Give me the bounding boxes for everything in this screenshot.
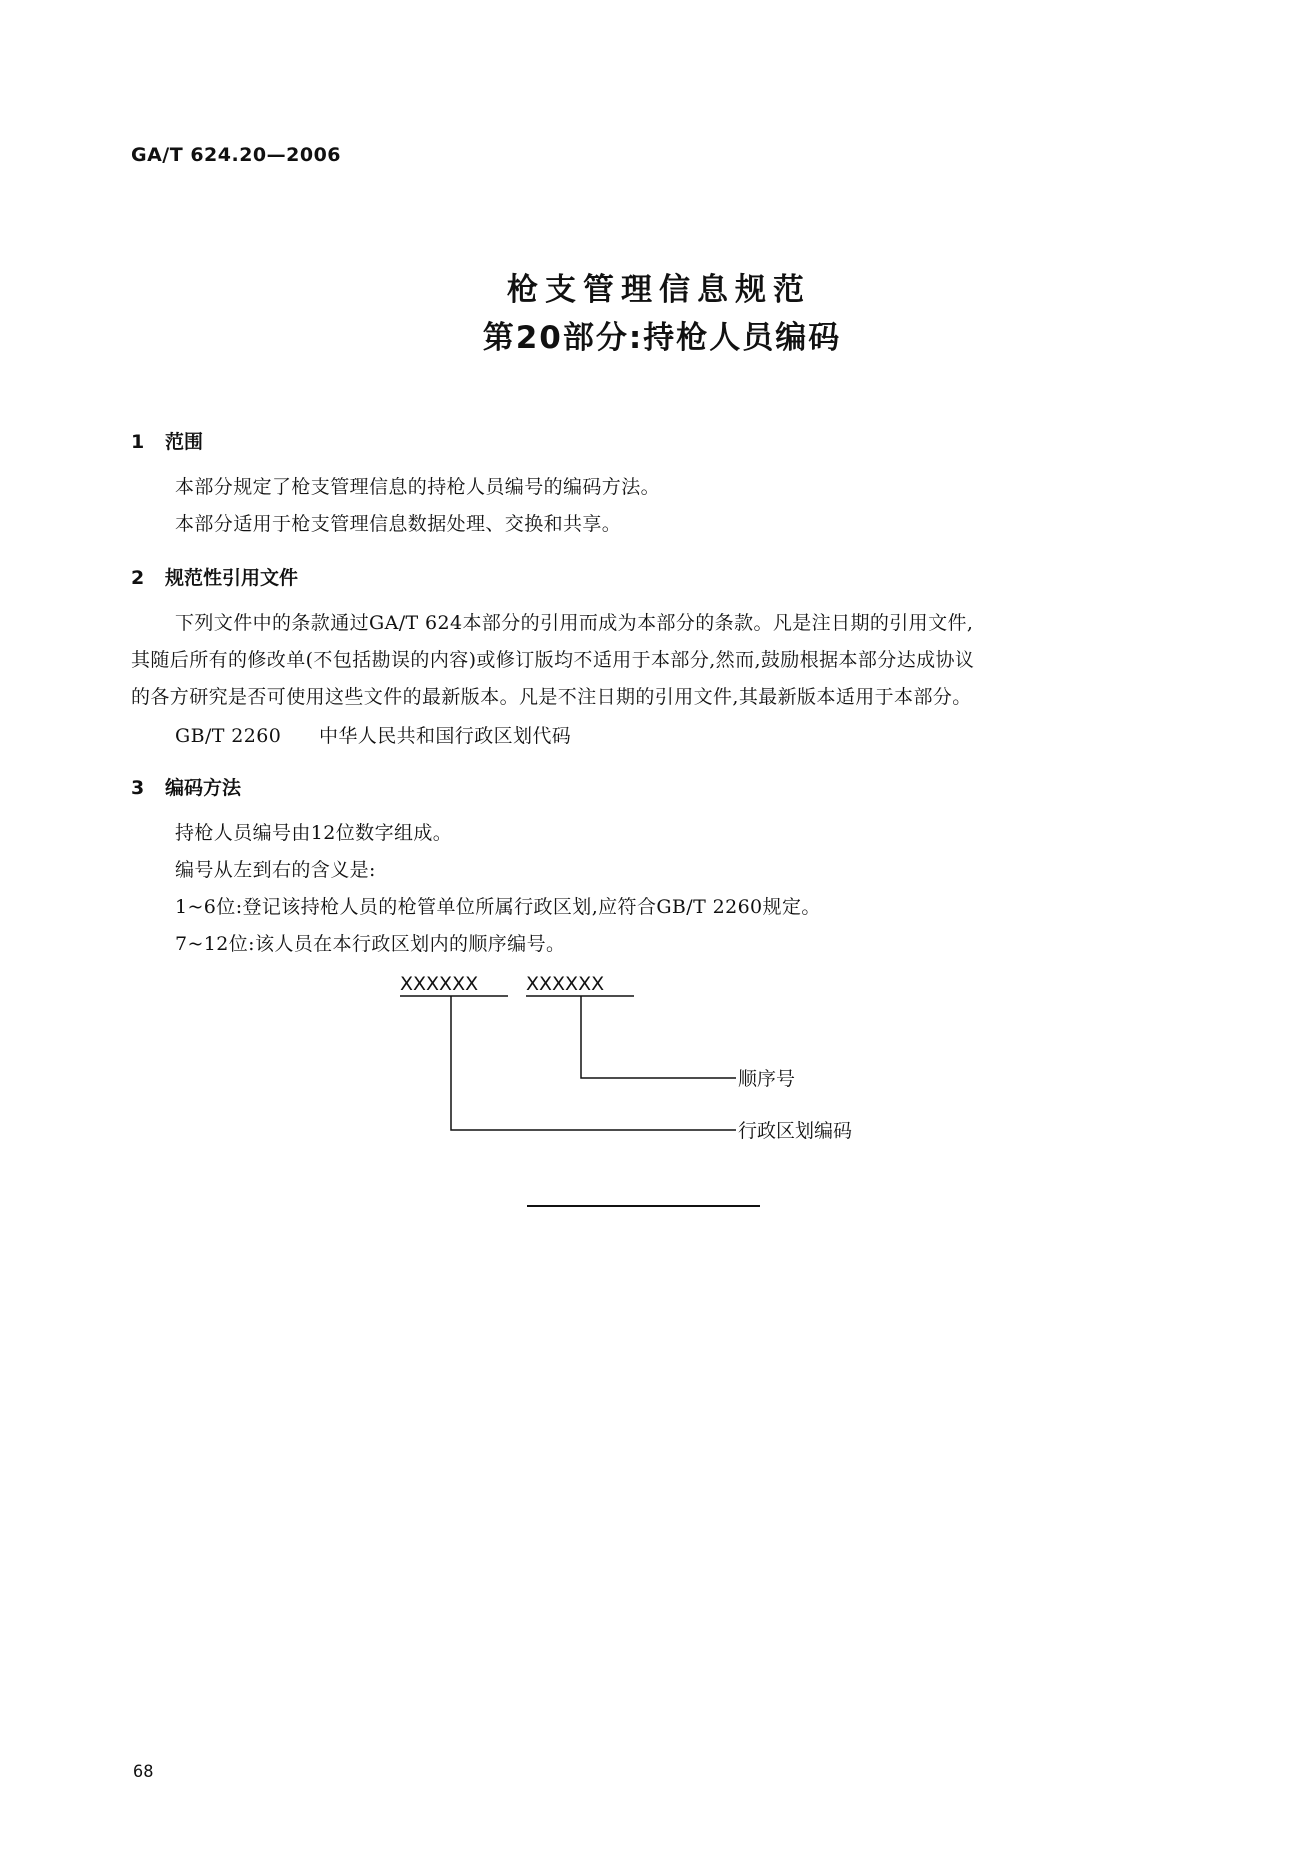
paragraph-line: 其随后所有的修改单(不包括勘误的内容)或修订版均不适用于本部分,然而,鼓励根据本部分达成协议	[131, 649, 975, 671]
section-1-title: 范围	[165, 431, 204, 453]
code-part-region: XXXXXX	[400, 973, 479, 995]
label-region-code: 行政区划编码	[738, 1120, 853, 1142]
paragraph-line: 下列文件中的条款通过GA/T 624本部分的引用而成为本部分的条款。凡是注日期的引用文件,	[175, 612, 974, 634]
section-2-title: 规范性引用文件	[165, 567, 299, 589]
standard-number: GA/T 624.20—2006	[131, 144, 342, 166]
section-1-number: 1	[131, 431, 145, 453]
reference-code: GB/T 2260	[175, 725, 282, 747]
paragraph: 本部分规定了枪支管理信息的持枪人员编号的编码方法。	[175, 476, 661, 498]
section-3-title: 编码方法	[165, 777, 242, 799]
section-3-number: 3	[131, 777, 145, 799]
label-sequence-number: 顺序号	[738, 1068, 796, 1090]
section-2-number: 2	[131, 567, 145, 589]
paragraph: 编号从左到右的含义是:	[175, 859, 376, 881]
document-subtitle: 第20部分:持枪人员编码	[482, 320, 842, 356]
reference-title: 中华人民共和国行政区划代码	[319, 725, 572, 747]
paragraph: 持枪人员编号由12位数字组成。	[175, 822, 453, 844]
region-connector	[451, 996, 736, 1130]
paragraph: 本部分适用于枪支管理信息数据处理、交换和共享。	[175, 513, 622, 535]
sequence-connector	[581, 996, 736, 1078]
paragraph-line: 的各方研究是否可使用这些文件的最新版本。凡是不注日期的引用文件,其最新版本适用于本部分。	[131, 686, 972, 708]
paragraph: 7~12位:该人员在本行政区划内的顺序编号。	[175, 933, 566, 955]
document-title: 枪支管理信息规范	[507, 272, 811, 308]
page-number: 68	[133, 1762, 154, 1782]
code-part-sequence: XXXXXX	[526, 973, 605, 995]
paragraph: 1~6位:登记该持枪人员的枪管单位所属行政区划,应符合GB/T 2260规定。	[175, 896, 821, 918]
